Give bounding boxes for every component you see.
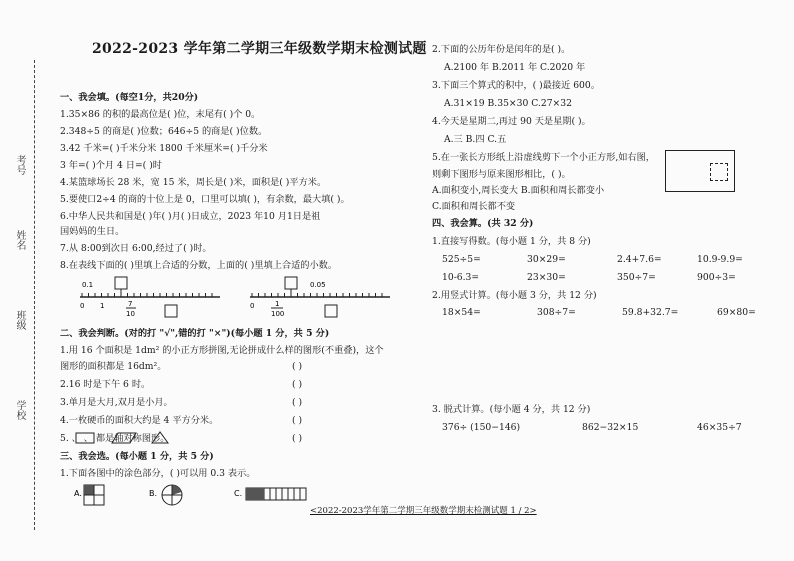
- stepwise-item: 862−32×15: [582, 422, 639, 433]
- judge-q3: 3.单月是大月,双月是小月。: [60, 397, 173, 408]
- oral-item: 525÷5=: [442, 254, 481, 265]
- binding-label-school: 学校: [14, 400, 25, 420]
- triangle-icon: [152, 432, 168, 443]
- vertical-item: 308÷7=: [537, 307, 576, 318]
- judge-paren: ( ): [292, 379, 303, 390]
- page-footer: <2022-2023学年第二学期三年级数学期末检测试题 1 / 2>: [310, 506, 537, 516]
- nl1-label-d: 7: [128, 300, 133, 308]
- option-b-label: B.: [149, 489, 158, 498]
- fill-q3b: 3 年=( )个月 4 日=( )时: [60, 160, 162, 171]
- nl1-label-a: 0.1: [82, 281, 94, 289]
- oral-item: 10.9-9.9=: [697, 254, 743, 265]
- nl2-label-a: 0.05: [310, 281, 326, 289]
- dashed-square: [710, 163, 728, 181]
- stepwise-item: 376÷ (150−146): [442, 422, 521, 433]
- nl2-label-d: 100: [271, 310, 285, 318]
- answer-box: [115, 277, 127, 289]
- rectangle-cut-figure: [665, 150, 735, 192]
- choose-q4-options: A.三 B.四 C.五: [444, 134, 507, 145]
- oral-item: 10-6.3=: [442, 272, 480, 283]
- oral-item: 350÷7=: [617, 272, 656, 283]
- fill-q2: 2.348÷5 的商是( )位数；646÷5 的商是( )位数。: [60, 126, 268, 137]
- vertical-item: 18×54=: [442, 307, 481, 318]
- parallelogram-icon: [112, 433, 136, 443]
- choose-q5c: A.面积变小,周长变大 B.面积和周长都变小: [432, 185, 605, 196]
- nl1-label-e: 10: [126, 310, 135, 318]
- ticks: [82, 293, 212, 297]
- binding-label-name: 姓名: [14, 230, 25, 250]
- oral-item: 2.4+7.6=: [617, 254, 662, 265]
- judge-q1b: 图形的面积都是 16dm²。: [60, 361, 167, 372]
- section-choose: 三、我会选。(每小题 1 分，共 5 分): [60, 451, 214, 462]
- choose-q2: 2.下面的公历年份是闰年的是( )。: [432, 44, 571, 55]
- judge-paren: ( ): [292, 397, 303, 408]
- fill-q3a: 3.42 千米=( )千米分米 1800 千米厘米=( )千分米: [60, 143, 268, 154]
- option-c-label: C.: [234, 489, 243, 498]
- answer-box: [165, 305, 177, 317]
- fill-q1: 1.35×86 的积的最高位是( )位，末尾有( )个 0。: [60, 109, 261, 120]
- nl2-label-b: 0: [250, 302, 255, 310]
- rectangle-icon: [76, 433, 94, 443]
- fill-q6b: 国妈妈的生日。: [60, 226, 125, 237]
- choose-q5b: 则剩下图形与原来图形相比，( )。: [432, 169, 571, 180]
- option-a-label: A.: [74, 489, 82, 498]
- number-line-figure: [70, 275, 400, 323]
- judge-q1a: 1.用 16 个面积是 1dm² 的小正方形拼图,无论拼成什么样的图形(不重叠)，这个: [60, 345, 384, 356]
- binding-label-class: 班级: [14, 310, 25, 330]
- strip-figure-c: [246, 488, 306, 500]
- choose-q1: 1.下面各图中的涂色部分，( )可以用 0.3 表示。: [60, 468, 256, 479]
- symmetry-shapes: [74, 430, 174, 446]
- judge-paren: ( ): [292, 415, 303, 426]
- judge-paren: ( ): [292, 361, 303, 372]
- answer-box: [285, 277, 297, 289]
- oral-item: 900÷3=: [697, 272, 736, 283]
- page-title: 2022-2023 学年第二学期三年级数学期末检测试题: [92, 41, 427, 57]
- section-judge: 二、我会判断。(对的打 "√",错的打 "×")(每小题 1 分，共 5 分): [60, 328, 330, 339]
- choose-q3: 3.下面三个算式的积中，( )最接近 600。: [432, 80, 600, 91]
- number-line-1: [80, 277, 220, 318]
- number-line-2: [250, 277, 390, 318]
- choose-q2-options: A.2100 年 B.2011 年 C.2020 年: [444, 62, 586, 73]
- strip-shaded-cell: [246, 488, 252, 500]
- circle-figure-b: [162, 485, 182, 505]
- fill-q8: 8.在表线下面的( )里填上合适的分数，上面的( )里填上合适的小数。: [60, 260, 338, 271]
- choose-q3-options: A.31×19 B.35×30 C.27×32: [444, 98, 572, 109]
- answer-box: [325, 305, 337, 317]
- judge-q2: 2.16 时是下午 6 时。: [60, 379, 151, 390]
- stepwise-item: 46×35÷7: [697, 422, 742, 433]
- grid-figure-a: [84, 485, 104, 505]
- calc-s2: 2.用竖式计算。(每小题 3 分，共 12 分): [432, 290, 597, 301]
- binding-margin: [8, 60, 46, 530]
- strip-shaded-cell: [258, 488, 264, 500]
- oral-item: 23×30=: [527, 272, 566, 283]
- choose-q5a: 5.在一张长方形纸上沿虚线剪下一个小正方形,如右图，: [432, 152, 655, 163]
- nl1-label-b: 0: [80, 302, 85, 310]
- choose-q4: 4.今天是星期二,再过 90 天是星期( )。: [432, 116, 591, 127]
- nl2-label-c: 1: [275, 300, 280, 308]
- oral-item: 30×29=: [527, 254, 566, 265]
- strip-shaded-cell: [252, 488, 258, 500]
- calc-s3: 3. 脱式计算。(每小题 4 分，共 12 分): [432, 404, 591, 415]
- ticks: [252, 293, 382, 297]
- vertical-item: 59.8+32.7=: [622, 307, 679, 318]
- choose-q5d: C.面积和周长都不变: [432, 201, 516, 212]
- section-calc: 四、我会算。(共 32 分): [432, 218, 534, 229]
- fill-q6a: 6.中华人民共和国是( )年( )月( )日成立，2023 年10 月1日是祖: [60, 211, 321, 222]
- judge-q5: 5. 、 、 都是轴对称图形。: [60, 433, 170, 444]
- section-fill: 一、我会填。(每空1分，共20分): [60, 92, 199, 103]
- binding-line: [34, 60, 35, 530]
- binding-label-exam-number: 考号: [14, 155, 25, 175]
- nl1-label-c: 1: [100, 302, 105, 310]
- fill-q7: 7.从 8:00到次日 6:00,经过了( )时。: [60, 243, 212, 254]
- vertical-item: 69×80=: [717, 307, 756, 318]
- calc-s1: 1.直接写得数。(每小题 1 分，共 8 分): [432, 236, 591, 247]
- judge-paren: ( ): [292, 433, 303, 444]
- judge-q4: 4.一枚硬币的面积大约是 4 平方分米。: [60, 415, 219, 426]
- fill-q4: 4.某篮球场长 28 米，宽 15 米，周长是( )米，面积是( )平方米。: [60, 177, 327, 188]
- fill-q5: 5.要使口2÷4 的商的十位上是 0，口里可以填( )，有余数，最大填( )。: [60, 194, 350, 205]
